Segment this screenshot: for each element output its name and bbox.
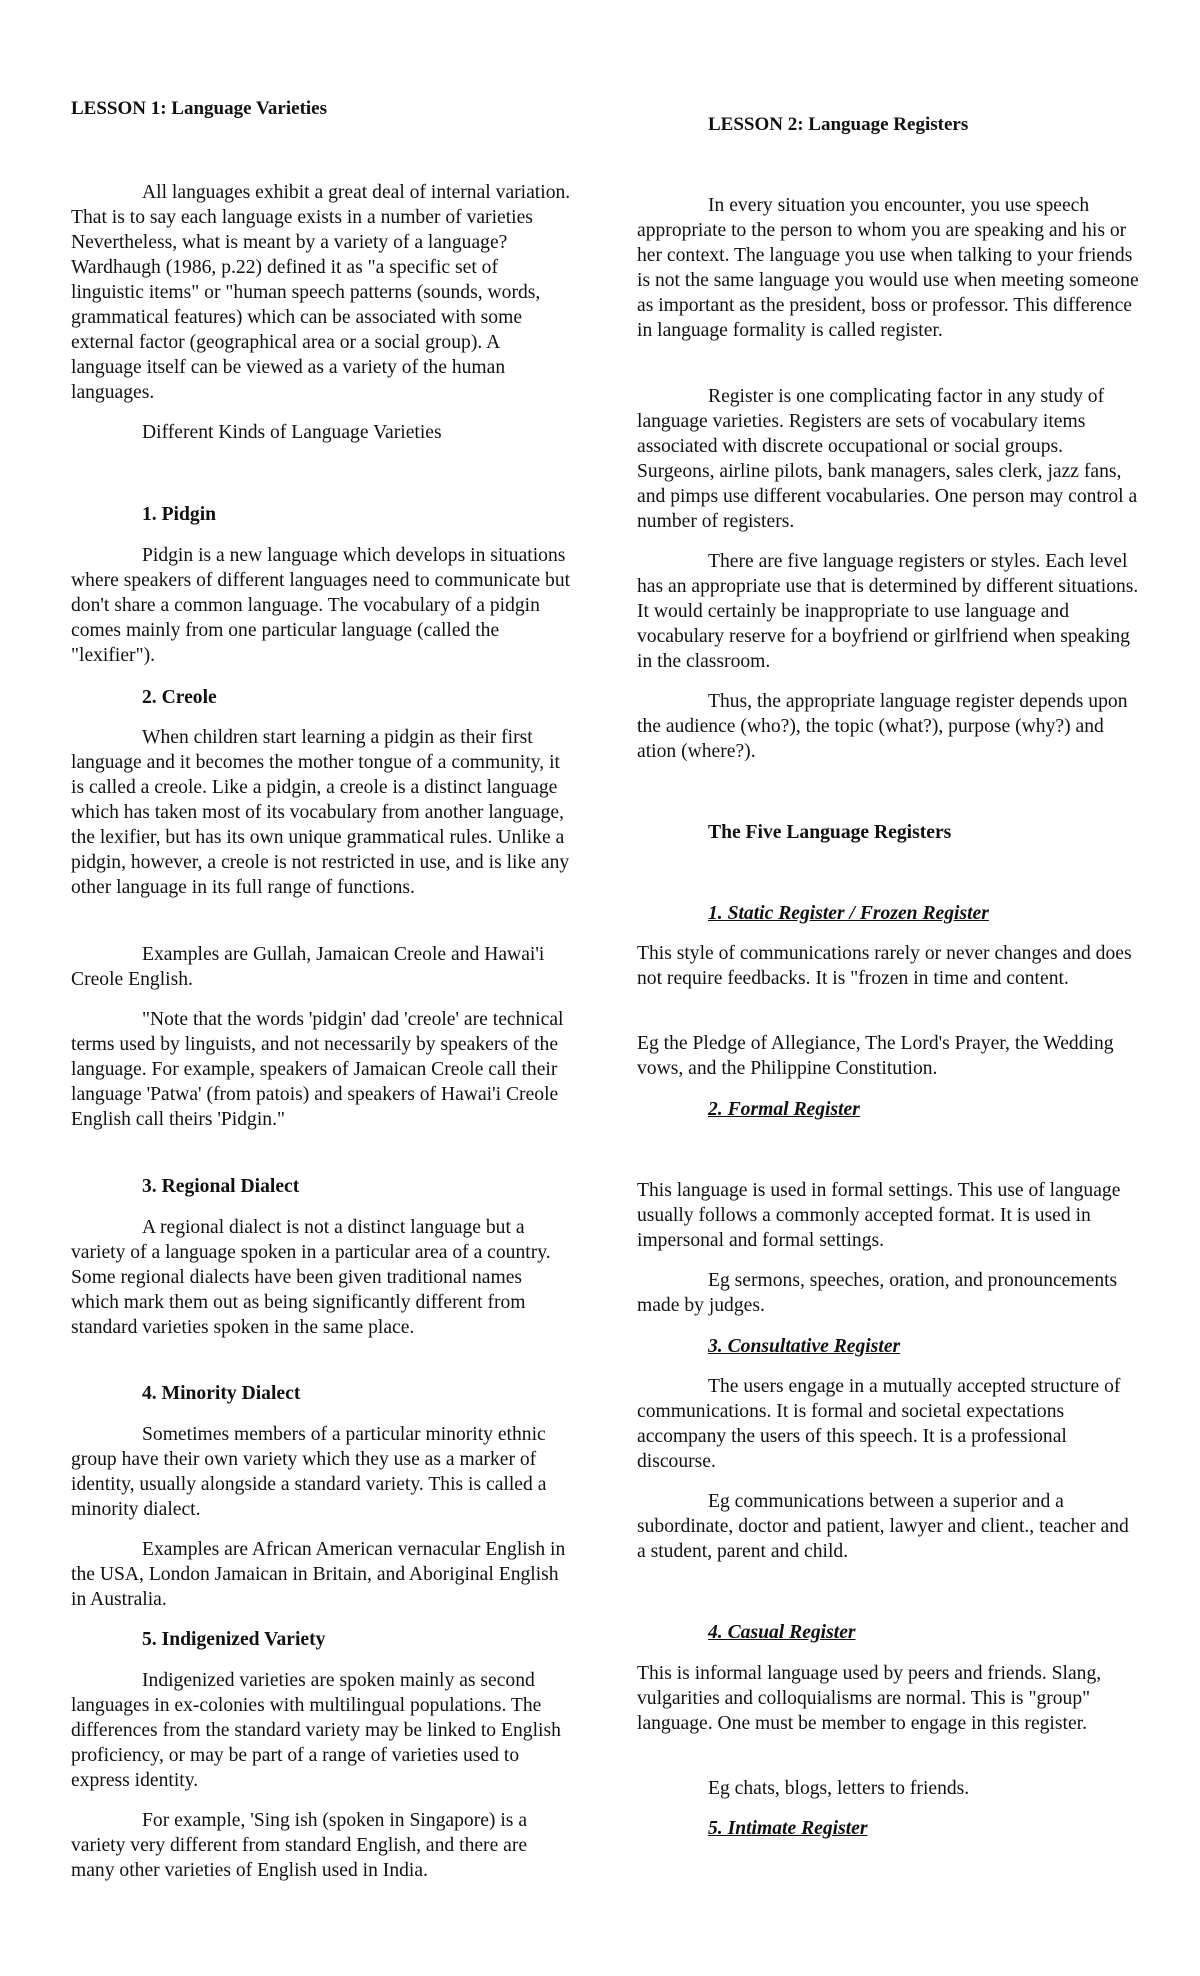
consultative-register-heading: 3. Consultative Register <box>708 1336 901 1357</box>
creole-heading: 2. Creole <box>142 687 217 708</box>
casual-register-examples: Eg chats, blogs, letters to friends. <box>708 1778 970 1799</box>
indigenized-variety-heading: 5. Indigenized Variety <box>142 1629 326 1650</box>
casual-register-paragraph: This is informal language used by peers and friends. Slang, vulgarities and colloquialisms are normal. This is "group" language. One must be member to engage in this register. <box>637 1663 1102 1734</box>
indigenized-variety-paragraph: Indigenized varieties are spoken mainly as second languages in ex-colonies with multilingual populations. The differences from the standard variety may be linked to English proficiency, or may be part of a range of varieties used to express identity. <box>71 1670 561 1791</box>
formal-register-paragraph: This language is used in formal settings. This use of language usually follows a commonly accepted format. It is used in impersonal and formal settings. <box>637 1180 1121 1251</box>
five-registers-paragraph: There are five language registers or styles. Each level has an appropriate use that is determined by different situations. It would certainly be inappropriate to use language and vocabulary reserve for a boyfriend or girlfriend when speaking in the classroom. <box>637 551 1139 672</box>
creole-examples: Examples are Gullah, Jamaican Creole and Hawai'i Creole English. <box>71 944 545 990</box>
static-register-heading: 1. Static Register / Frozen Register <box>708 903 989 924</box>
formal-register-examples: Eg sermons, speeches, oration, and pronouncements made by judges. <box>637 1270 1118 1316</box>
regional-dialect-heading: 3. Regional Dialect <box>142 1176 300 1197</box>
register-intro-paragraph: In every situation you encounter, you use speech appropriate to the person to whom you are speaking and his or her context. The language you use when talking to your friends is not the same language you would use when meeting someone as important as the president, boss or professor. This difference in language formality is called register. <box>637 195 1139 341</box>
register-audience-paragraph: Thus, the appropriate language register depends upon the audience (who?), the topic (what?), purpose (why?) and ation (where?). <box>637 691 1128 762</box>
five-registers-heading: The Five Language Registers <box>708 822 952 843</box>
minority-dialect-paragraph: Sometimes members of a particular minority ethnic group have their own variety which they use as a marker of identity, usually alongside a standard variety. This is called a minority dialect. <box>71 1424 547 1520</box>
casual-register-heading: 4. Casual Register <box>708 1622 856 1643</box>
static-register-paragraph: This style of communications rarely or never changes and does not require feedbacks. It is "frozen in time and content. <box>637 943 1132 989</box>
lesson-1-intro: All languages exhibit a great deal of internal variation. That is to say each language exists in a number of varieties Nevertheless, what is meant by a variety of a language? Wardhaugh (1986, p.22) defined it as "a specific set of linguistic items" or "human speech patterns (sounds, words, grammatical features) which can be associated with some external factor (geographical area or a social group). A language itself can be viewed as a variety of the human languages. <box>71 182 571 403</box>
consultative-register-examples: Eg communications between a superior and a subordinate, doctor and patient, lawyer and client., teacher and a student, parent and child. <box>637 1491 1129 1562</box>
creole-paragraph: When children start learning a pidgin as their first language and it becomes the mother tongue of a community, it is called a creole. Like a pidgin, a creole is a distinct language which has taken most of its vocabulary from another language, the lexifier, but has its own unique grammatical rules. Unlike a pidgin, however, a creole is not restricted in use, and is like any other language in its full range of functions. <box>71 727 570 898</box>
pidgin-paragraph: Pidgin is a new language which develops in situations where speakers of different languages need to communicate but don't share a common language. The vocabulary of a pidgin comes mainly from one particular language (called the "lexifier"). <box>71 545 571 666</box>
minority-dialect-examples: Examples are African American vernacular English in the USA, London Jamaican in Britain, and Aboriginal English in Australia. <box>71 1539 566 1610</box>
intimate-register-heading: 5. Intimate Register <box>708 1818 868 1839</box>
regional-dialect-paragraph: A regional dialect is not a distinct language but a variety of a language spoken in a particular area of a country. Some regional dialects have been given traditional names which mark them out as being significantly different from standard varieties spoken in the same place. <box>71 1217 551 1338</box>
varieties-kinds-heading: Different Kinds of Language Varieties <box>142 422 442 443</box>
lesson-2-title: LESSON 2: Language Registers <box>708 114 969 135</box>
minority-dialect-heading: 4. Minority Dialect <box>142 1383 301 1404</box>
indigenized-variety-example: For example, 'Sing ish (spoken in Singapore) is a variety very different from standard English, and there are many other varieties of English used in India. <box>71 1810 528 1881</box>
static-register-examples: Eg the Pledge of Allegiance, The Lord's Prayer, the Wedding vows, and the Philippine Constitution. <box>637 1033 1114 1079</box>
lesson-1-title: LESSON 1: Language Varieties <box>71 98 328 119</box>
pidgin-heading: 1. Pidgin <box>142 504 217 525</box>
creole-note: "Note that the words 'pidgin' dad 'creole' are technical terms used by linguists, and not necessarily by speakers of the language. For example, speakers of Jamaican Creole call their language 'Patwa' (from patois) and speakers of Hawai'i Creole English call theirs 'Pidgin." <box>71 1009 564 1130</box>
consultative-register-paragraph: The users engage in a mutually accepted structure of communications. It is formal and societal expectations accompany the users of this speech. It is a professional discourse. <box>637 1376 1121 1472</box>
register-definition-paragraph: Register is one complicating factor in any study of language varieties. Registers are sets of vocabulary items associated with discrete occupational or social groups. Surgeons, airline pilots, bank managers, sales clerk, jazz fans, and pimps use different vocabularies. One person may control a number of registers. <box>637 386 1138 532</box>
formal-register-heading: 2. Formal Register <box>708 1099 860 1120</box>
